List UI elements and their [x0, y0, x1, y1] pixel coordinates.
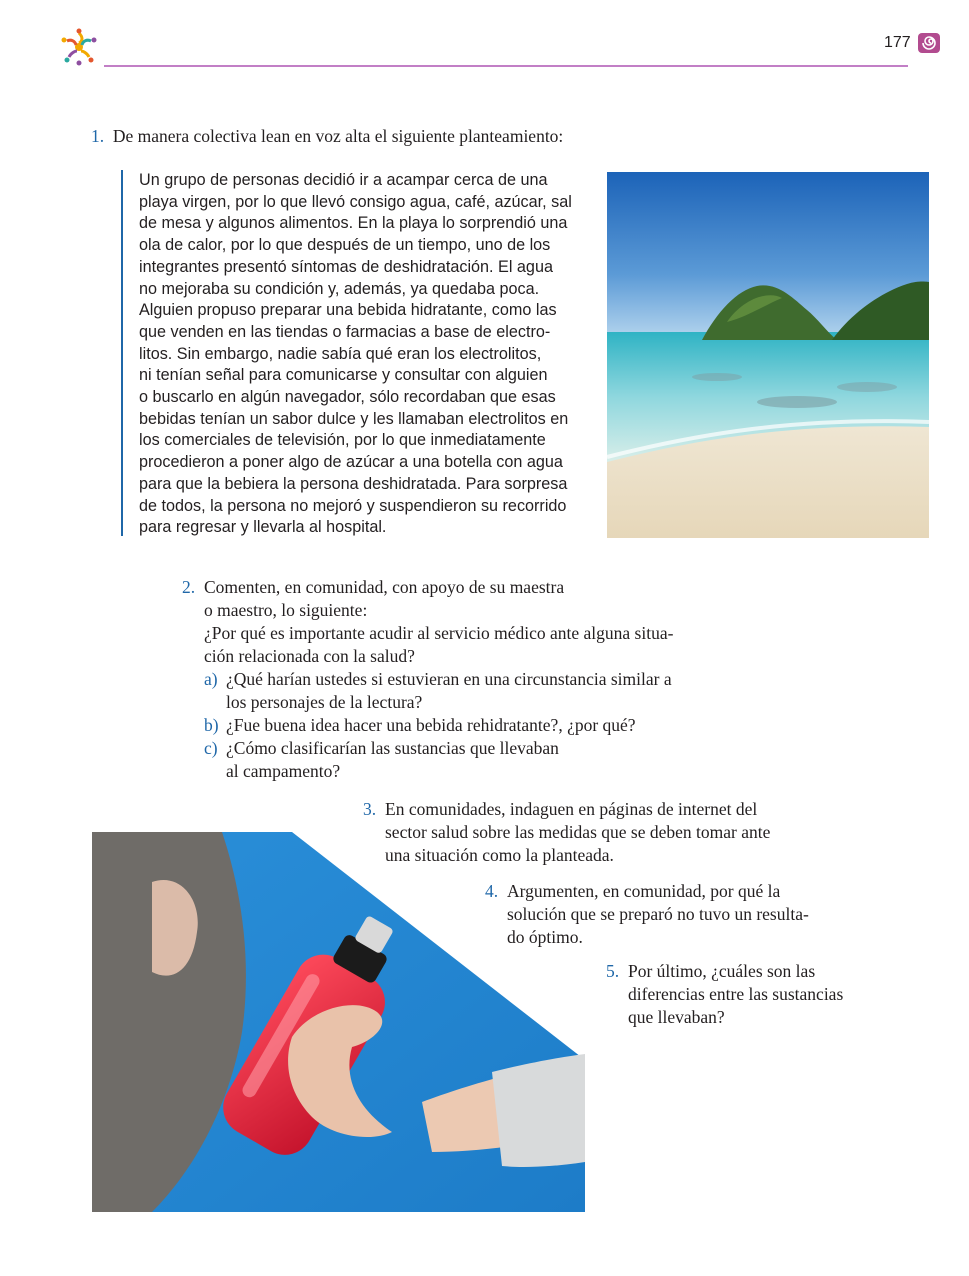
header-rule [104, 65, 908, 67]
page-number: 177 [884, 34, 911, 51]
story-line: litos. Sin embargo, nadie sabía qué eran los electrolitos, [139, 344, 542, 363]
question-2-number: 2. [182, 577, 196, 597]
story-line: para que la bebiera la persona deshidratada. Para sorpresa [139, 474, 568, 493]
question-3-line: sector salud sobre las medidas que se deben tomar ante [385, 822, 771, 842]
question-3 [363, 798, 783, 867]
sub-question-line: ¿Qué harían ustedes si estuvieran en una circunstancia similar a [226, 669, 672, 689]
story-line: ola de calor, por lo que después de un tiempo, uno de los [139, 236, 551, 255]
question-4 [485, 880, 835, 949]
story-line: de mesa y algunos alimentos. En la playa lo sorprendió una [139, 214, 568, 233]
question-3-line: una situación como la planteada. [385, 845, 614, 865]
sub-question-label: a) [204, 669, 218, 689]
sub-question-label: b) [204, 715, 219, 735]
sub-question-line: ¿Fue buena idea hacer una bebida rehidratante?, ¿por qué? [226, 715, 636, 735]
question-4-number: 4. [485, 881, 499, 901]
story-line: procedieron a poner algo de azúcar a una botella con agua [139, 453, 563, 472]
question-2-line: ción relacionada con la salud? [204, 646, 415, 666]
question-5-number: 5. [606, 961, 620, 981]
story-line: playa virgen, por lo que llevó consigo agua, café, azúcar, sal [139, 192, 572, 211]
question-5-line: que llevaban? [628, 1007, 725, 1027]
question-4-line: do óptimo. [507, 927, 583, 947]
sub-question-line: los personajes de la lectura? [226, 692, 423, 712]
question-2-line: Comenten, en comunidad, con apoyo de su maestra [204, 577, 565, 597]
question-2-line: o maestro, lo siguiente: [204, 600, 368, 620]
beach-photo [607, 172, 929, 538]
story-line: no mejoraba su condición y, además, ya quedaba poca. [139, 279, 540, 298]
story-line: ni tenían señal para comunicarse y consultar con alguien [139, 366, 548, 385]
sub-question-c [204, 737, 673, 783]
question-5 [606, 960, 866, 1029]
flower-logo-icon [55, 25, 103, 69]
sub-question-label: c) [204, 738, 218, 758]
story-quote [121, 170, 591, 536]
question-5-line: Por último, ¿cuáles son las [628, 961, 816, 981]
question-2-line: ¿Por qué es importante acudir al servicio médico ante alguna situa- [204, 623, 674, 643]
story-line: integrantes presentó síntomas de deshidratación. El agua [139, 257, 553, 276]
sub-question-line: ¿Cómo clasificarían las sustancias que llevaban [226, 738, 559, 758]
story-line: Alguien propuso preparar una bebida hidratante, como las [139, 301, 557, 320]
sub-question-b [204, 714, 673, 737]
question-4-line: solución que se preparó no tuvo un resulta- [507, 904, 809, 924]
story-line: de todos, la persona no mejoró y suspendieron su recorrido [139, 496, 567, 515]
sub-question-a [204, 668, 673, 714]
question-2 [182, 576, 682, 783]
question-4-line: Argumenten, en comunidad, por qué la [507, 881, 781, 901]
story-line: para regresar y llevarla al hospital. [139, 518, 387, 537]
question-3-line: En comunidades, indaguen en páginas de internet del [385, 799, 758, 819]
story-line: o buscarlo en algún navegador, sólo recordaban que esas [139, 388, 556, 407]
question-1-number: 1. [91, 126, 105, 146]
sub-question-line: al campamento? [226, 761, 341, 781]
story-line: los comerciales de televisión, por lo que inmediatamente [139, 431, 546, 450]
story-line: bebidas tenían un sabor dulce y les llamaban electrolitos en [139, 409, 569, 428]
story-line: que venden en las tiendas o farmacias a base de electro- [139, 322, 551, 341]
spiral-glyph-icon [917, 31, 941, 55]
question-1-text: De manera colectiva lean en voz alta el siguiente planteamiento: [112, 126, 564, 146]
question-1 [91, 125, 611, 148]
story-line: Un grupo de personas decidió ir a acampar cerca de una [139, 171, 548, 189]
question-5-line: diferencias entre las sustancias [628, 984, 844, 1004]
question-3-number: 3. [363, 799, 377, 819]
